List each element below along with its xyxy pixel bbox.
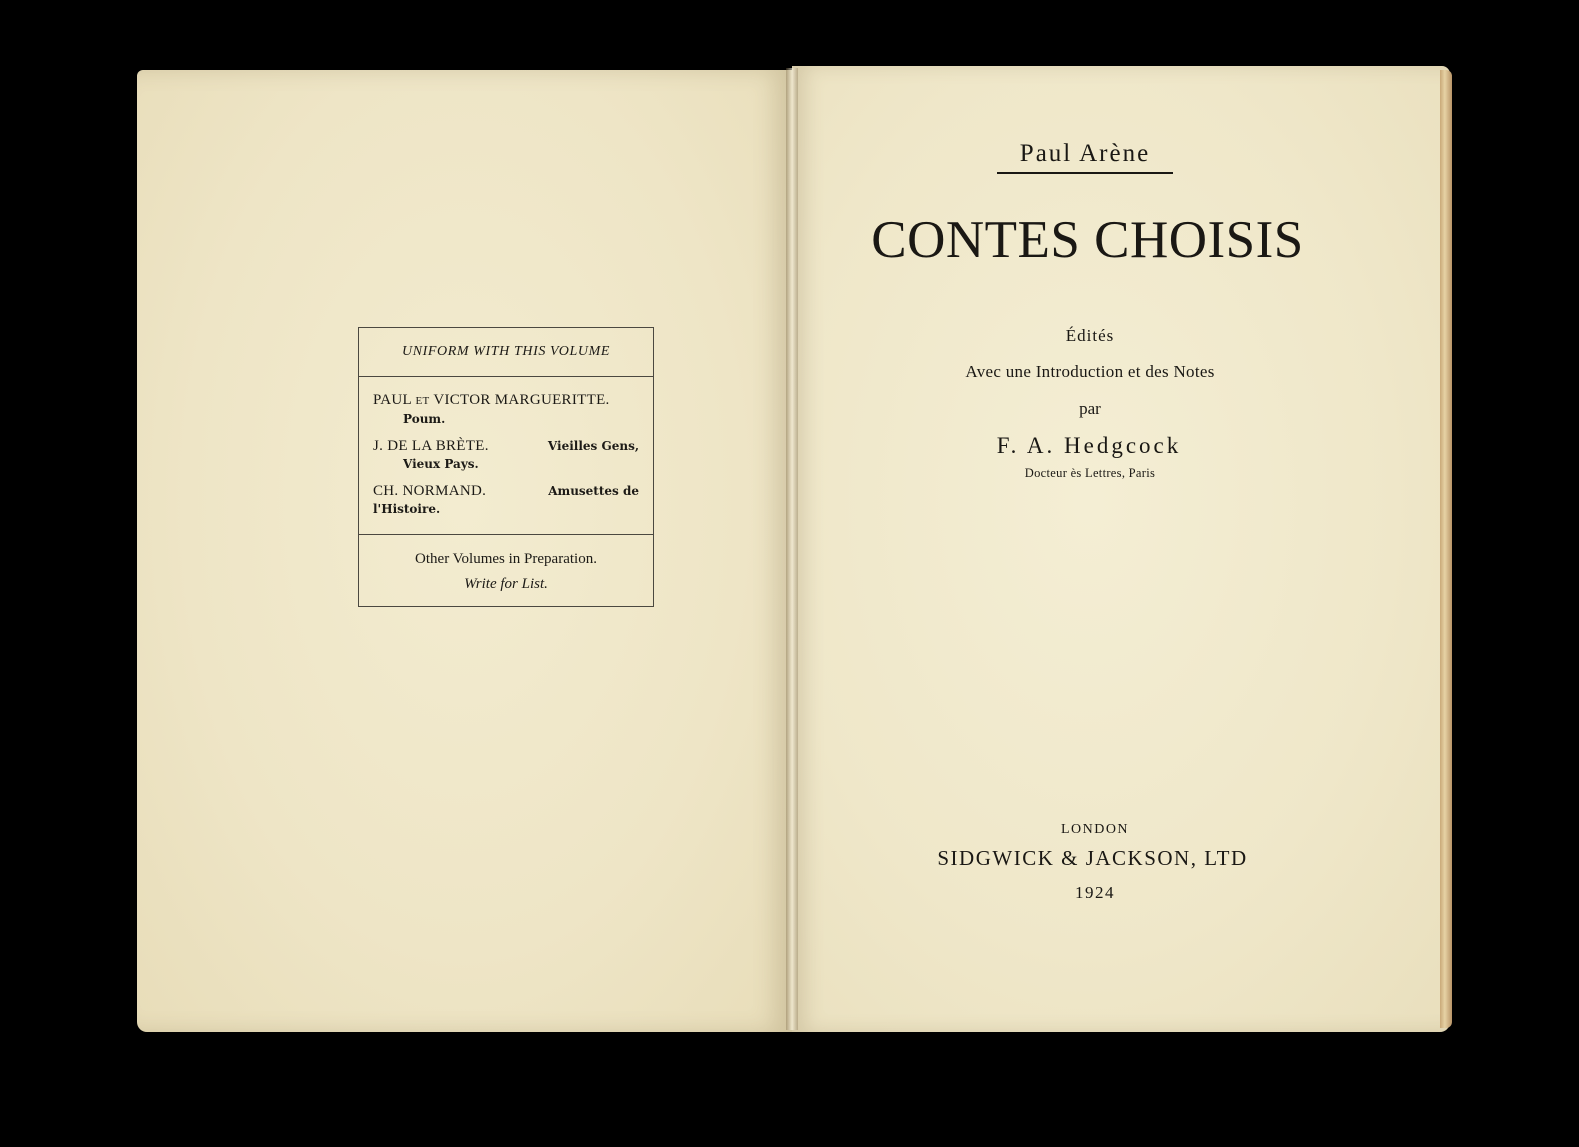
ad-author-part1: PAUL [373, 392, 412, 408]
ad-entries [359, 377, 653, 535]
ad-entry-author: J. DE LA BRÈTE. [373, 438, 489, 454]
page-edges [1440, 70, 1452, 1028]
ad-author-conjunction: ET [415, 395, 430, 407]
publication-year: 1924 [1075, 883, 1115, 902]
introduction-line: Avec une Introduction et des Notes [965, 362, 1215, 381]
publisher-name: SIDGWICK & JACKSON, LTD [937, 846, 1248, 870]
ad-entry-title-cont: l'Histoire. [373, 502, 441, 516]
ad-entry-3 [373, 482, 639, 518]
publisher-city: LONDON [1060, 822, 1130, 837]
ad-heading: UNIFORM WITH THIS VOLUME [359, 328, 653, 377]
editor-credentials: Docteur ès Lettres, Paris [1024, 466, 1156, 480]
editor-name: F. A. Hedgcock [996, 433, 1182, 458]
ad-footer-line1: Other Volumes in Preparation. [415, 551, 597, 567]
ad-entry-title: Poum. [403, 412, 446, 426]
ad-entry-author: CH. NORMAND. [373, 483, 487, 499]
ad-entry-title: Vieilles Gens, [547, 439, 639, 453]
ad-footer [359, 535, 653, 597]
ad-entry-2 [373, 437, 639, 473]
ad-entry-title-cont: Vieux Pays. [403, 457, 479, 471]
ad-entry-author [373, 391, 639, 410]
ad-author-part2: VICTOR MARGUERITTE. [433, 392, 610, 408]
book-gutter [786, 68, 798, 1030]
ad-entry-title: Amusettes de [548, 484, 639, 498]
ad-entry-1 [373, 391, 639, 428]
edited-label: Édités [1065, 326, 1115, 345]
ad-footer-line2: Write for List. [464, 576, 548, 592]
book-title: CONTES CHOISIS [871, 211, 1304, 269]
by-label: par [1079, 399, 1101, 418]
author-name: Paul Arène [997, 140, 1173, 174]
series-advertisement-box [358, 327, 654, 607]
